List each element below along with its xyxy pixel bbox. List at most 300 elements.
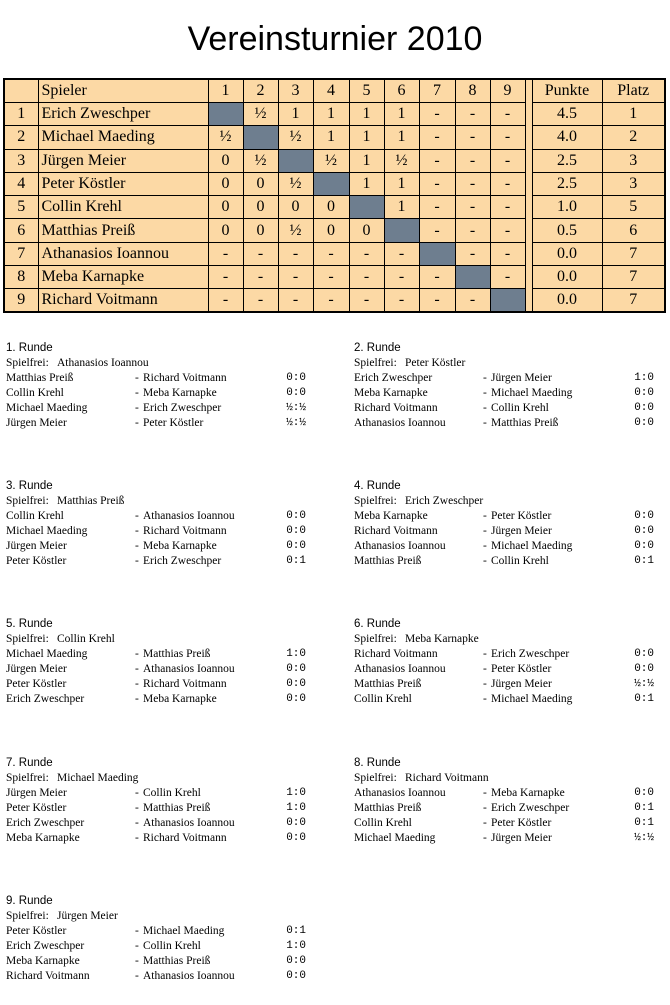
- white-player: Michael Maeding: [6, 525, 88, 537]
- result-cell: -: [384, 266, 419, 289]
- game-row: [354, 831, 654, 846]
- result-cell: -: [208, 242, 243, 265]
- round-block: [6, 341, 306, 431]
- game-result: 0:1: [634, 693, 654, 705]
- game-row: [6, 554, 306, 569]
- white-player: Athanasios Ioannou: [354, 663, 446, 675]
- column-gap: [525, 266, 532, 289]
- result-cell: 0: [243, 172, 278, 195]
- pairing-dash: -: [483, 525, 487, 537]
- bye-line: [6, 494, 306, 509]
- points-cell: 4.5: [532, 103, 602, 126]
- bye-line: [354, 494, 654, 509]
- white-player: Peter Köstler: [6, 925, 67, 937]
- result-cell: -: [490, 266, 525, 289]
- game-row: [354, 816, 654, 831]
- result-cell: -: [278, 289, 313, 313]
- game-result: 1:0: [286, 648, 306, 660]
- bye-player: Peter Köstler: [405, 357, 466, 369]
- result-cell: 1: [384, 196, 419, 219]
- bye-label: Spielfrei:: [354, 633, 397, 645]
- row-number: 4: [4, 172, 38, 195]
- result-cell: -: [455, 289, 490, 313]
- game-result: 0:0: [286, 970, 306, 982]
- result-cell: -: [455, 196, 490, 219]
- pairing-dash: -: [135, 678, 139, 690]
- game-result: 0:0: [286, 955, 306, 967]
- white-player: Collin Krehl: [354, 817, 412, 829]
- game-result: 0:0: [634, 510, 654, 522]
- black-player: Michael Maeding: [491, 387, 573, 399]
- white-player: Jürgen Meier: [6, 787, 67, 799]
- bye-line: [6, 771, 306, 786]
- black-player: Jürgen Meier: [491, 678, 552, 690]
- result-cell: -: [278, 242, 313, 265]
- black-player: Collin Krehl: [491, 402, 549, 414]
- round-title: 4. Runde: [354, 480, 401, 492]
- game-row: [354, 416, 654, 431]
- diagonal-cell: [243, 126, 278, 149]
- white-player: Jürgen Meier: [6, 417, 67, 429]
- round-block: [354, 617, 654, 707]
- result-cell: -: [349, 289, 384, 313]
- game-result: 0:0: [286, 525, 306, 537]
- column-gap: [525, 196, 532, 219]
- pairing-dash: -: [483, 387, 487, 399]
- pairing-dash: -: [483, 802, 487, 814]
- game-row: [6, 416, 306, 431]
- diagonal-cell: [208, 103, 243, 126]
- pairing-dash: -: [135, 417, 139, 429]
- result-cell: 1: [349, 172, 384, 195]
- white-player: Michael Maeding: [6, 648, 88, 660]
- white-player: Richard Voitmann: [354, 648, 438, 660]
- game-row: [354, 509, 654, 524]
- result-cell: -: [384, 242, 419, 265]
- row-number: 5: [4, 196, 38, 219]
- result-cell: -: [313, 289, 349, 313]
- result-cell: -: [419, 126, 455, 149]
- row-number: 2: [4, 126, 38, 149]
- header-round: 6: [384, 79, 419, 103]
- pairing-dash: -: [483, 678, 487, 690]
- bye-player: Athanasios Ioannou: [57, 357, 149, 369]
- black-player: Peter Köstler: [491, 510, 552, 522]
- result-cell: -: [419, 289, 455, 313]
- place-cell: 7: [602, 266, 665, 289]
- result-cell: -: [384, 289, 419, 313]
- result-cell: ½: [243, 149, 278, 172]
- game-result: 0:0: [286, 678, 306, 690]
- black-player: Jürgen Meier: [491, 372, 552, 384]
- crosstable-row: [4, 126, 665, 149]
- result-cell: -: [208, 289, 243, 313]
- column-gap: [525, 149, 532, 172]
- crosstable-row: [4, 219, 665, 242]
- white-player: Jürgen Meier: [6, 663, 67, 675]
- white-player: Athanasios Ioannou: [354, 417, 446, 429]
- pairing-dash: -: [483, 540, 487, 552]
- result-cell: 0: [208, 219, 243, 242]
- pairing-dash: -: [135, 832, 139, 844]
- result-cell: -: [278, 266, 313, 289]
- result-cell: 0: [243, 196, 278, 219]
- diagonal-cell: [349, 196, 384, 219]
- points-cell: 0.5: [532, 219, 602, 242]
- player-name: Jürgen Meier: [38, 149, 208, 172]
- pairing-dash: -: [483, 555, 487, 567]
- black-player: Matthias Preiß: [143, 955, 211, 967]
- result-cell: -: [490, 219, 525, 242]
- round-title: 5. Runde: [6, 618, 53, 630]
- round-block: [354, 479, 654, 569]
- column-gap: [525, 126, 532, 149]
- game-row: [354, 386, 654, 401]
- black-player: Michael Maeding: [491, 693, 573, 705]
- pairing-dash: -: [135, 817, 139, 829]
- row-number: 1: [4, 103, 38, 126]
- diagonal-cell: [455, 266, 490, 289]
- black-player: Athanasios Ioannou: [143, 817, 235, 829]
- crosstable-row: [4, 266, 665, 289]
- header-round: 7: [419, 79, 455, 103]
- pairing-dash: -: [483, 372, 487, 384]
- game-row: [6, 954, 306, 969]
- bye-player: Michael Maeding: [57, 772, 139, 784]
- result-cell: -: [419, 219, 455, 242]
- white-player: Collin Krehl: [6, 510, 64, 522]
- black-player: Jürgen Meier: [491, 525, 552, 537]
- result-cell: -: [243, 289, 278, 313]
- game-result: 0:1: [286, 555, 306, 567]
- white-player: Richard Voitmann: [6, 970, 90, 982]
- white-player: Meba Karnapke: [354, 510, 428, 522]
- game-result: 0:0: [286, 693, 306, 705]
- round-title: 7. Runde: [6, 757, 53, 769]
- pairing-dash: -: [135, 693, 139, 705]
- result-cell: -: [419, 103, 455, 126]
- header-num: [4, 79, 38, 103]
- bye-label: Spielfrei:: [6, 910, 49, 922]
- place-cell: 1: [602, 103, 665, 126]
- header-round: 9: [490, 79, 525, 103]
- result-cell: 0: [208, 149, 243, 172]
- header-player: Spieler: [38, 79, 208, 103]
- round-block: [354, 756, 654, 846]
- crosstable-row: [4, 149, 665, 172]
- row-number: 6: [4, 219, 38, 242]
- white-player: Matthias Preiß: [354, 802, 422, 814]
- result-cell: -: [490, 103, 525, 126]
- round-title: 6. Runde: [354, 618, 401, 630]
- result-cell: -: [243, 266, 278, 289]
- black-player: Collin Krehl: [143, 787, 201, 799]
- result-cell: -: [313, 242, 349, 265]
- round-block: [6, 894, 306, 984]
- game-row: [354, 371, 654, 386]
- game-result: 0:0: [286, 832, 306, 844]
- result-cell: 0: [313, 219, 349, 242]
- pairing-dash: -: [135, 940, 139, 952]
- black-player: Matthias Preiß: [491, 417, 559, 429]
- result-cell: -: [490, 196, 525, 219]
- bye-label: Spielfrei:: [6, 772, 49, 784]
- header-round: 5: [349, 79, 384, 103]
- game-result: 0:1: [634, 802, 654, 814]
- pairing-dash: -: [135, 540, 139, 552]
- game-row: [6, 831, 306, 846]
- game-row: [6, 524, 306, 539]
- black-player: Erich Zweschper: [491, 802, 570, 814]
- place-cell: 7: [602, 289, 665, 313]
- points-cell: 0.0: [532, 266, 602, 289]
- pairing-dash: -: [135, 648, 139, 660]
- game-result: 0:0: [634, 387, 654, 399]
- white-player: Erich Zweschper: [6, 817, 85, 829]
- white-player: Jürgen Meier: [6, 540, 67, 552]
- result-cell: 0: [349, 219, 384, 242]
- round-title: 8. Runde: [354, 757, 401, 769]
- place-cell: 3: [602, 172, 665, 195]
- result-cell: -: [455, 219, 490, 242]
- pairing-dash: -: [135, 787, 139, 799]
- header-place: Platz: [602, 79, 665, 103]
- game-result: 0:1: [634, 817, 654, 829]
- black-player: Peter Köstler: [491, 817, 552, 829]
- pairing-dash: -: [483, 663, 487, 675]
- game-row: [6, 816, 306, 831]
- black-player: Jürgen Meier: [491, 832, 552, 844]
- result-cell: -: [490, 172, 525, 195]
- result-cell: -: [419, 149, 455, 172]
- black-player: Erich Zweschper: [491, 648, 570, 660]
- white-player: Athanasios Ioannou: [354, 787, 446, 799]
- result-cell: 1: [278, 103, 313, 126]
- result-cell: 0: [243, 219, 278, 242]
- white-player: Meba Karnapke: [6, 955, 80, 967]
- black-player: Meba Karnapke: [491, 787, 565, 799]
- game-row: [6, 647, 306, 662]
- diagonal-cell: [313, 172, 349, 195]
- result-cell: ½: [278, 219, 313, 242]
- white-player: Meba Karnapke: [6, 832, 80, 844]
- crosstable-row: [4, 103, 665, 126]
- game-row: [6, 801, 306, 816]
- pairing-dash: -: [483, 402, 487, 414]
- bye-line: [6, 356, 306, 371]
- black-player: Richard Voitmann: [143, 678, 227, 690]
- bye-player: Matthias Preiß: [57, 495, 125, 507]
- black-player: Peter Köstler: [491, 663, 552, 675]
- result-cell: -: [490, 242, 525, 265]
- player-name: Athanasios Ioannou: [38, 242, 208, 265]
- black-player: Matthias Preiß: [143, 802, 211, 814]
- crosstable-row: [4, 289, 665, 313]
- result-cell: 1: [349, 103, 384, 126]
- pairing-dash: -: [483, 832, 487, 844]
- game-row: [354, 401, 654, 416]
- result-cell: 1: [384, 126, 419, 149]
- crosstable: [3, 78, 666, 313]
- round-block: [6, 756, 306, 846]
- game-row: [354, 677, 654, 692]
- bye-player: Richard Voitmann: [405, 772, 489, 784]
- row-number: 7: [4, 242, 38, 265]
- bye-line: [6, 909, 306, 924]
- game-row: [6, 662, 306, 677]
- black-player: Michael Maeding: [491, 540, 573, 552]
- points-cell: 0.0: [532, 242, 602, 265]
- place-cell: 5: [602, 196, 665, 219]
- game-result: 0:0: [634, 648, 654, 660]
- white-player: Peter Köstler: [6, 678, 67, 690]
- row-number: 9: [4, 289, 38, 313]
- game-row: [354, 662, 654, 677]
- result-cell: -: [349, 242, 384, 265]
- player-name: Michael Maeding: [38, 126, 208, 149]
- header-round: 1: [208, 79, 243, 103]
- player-name: Matthias Preiß: [38, 219, 208, 242]
- pairing-dash: -: [135, 802, 139, 814]
- round-title: 2. Runde: [354, 342, 401, 354]
- result-cell: -: [490, 149, 525, 172]
- result-cell: -: [455, 126, 490, 149]
- row-number: 8: [4, 266, 38, 289]
- round-title: 9. Runde: [6, 895, 53, 907]
- game-row: [354, 801, 654, 816]
- result-cell: -: [313, 266, 349, 289]
- header-round: 4: [313, 79, 349, 103]
- game-row: [6, 386, 306, 401]
- black-player: Athanasios Ioannou: [143, 663, 235, 675]
- game-result: 0:0: [634, 663, 654, 675]
- bye-label: Spielfrei:: [354, 357, 397, 369]
- pairing-dash: -: [135, 663, 139, 675]
- white-player: Matthias Preiß: [354, 678, 422, 690]
- game-row: [354, 524, 654, 539]
- column-gap: [525, 242, 532, 265]
- round-title: 3. Runde: [6, 480, 53, 492]
- game-result: 0:0: [634, 525, 654, 537]
- black-player: Peter Köstler: [143, 417, 204, 429]
- pairing-dash: -: [483, 693, 487, 705]
- header-round: 3: [278, 79, 313, 103]
- pairing-dash: -: [135, 402, 139, 414]
- place-cell: 6: [602, 219, 665, 242]
- game-row: [6, 786, 306, 801]
- white-player: Matthias Preiß: [6, 372, 74, 384]
- header-round: 8: [455, 79, 490, 103]
- white-player: Peter Köstler: [6, 555, 67, 567]
- game-row: [6, 939, 306, 954]
- pairing-dash: -: [483, 787, 487, 799]
- white-player: Matthias Preiß: [354, 555, 422, 567]
- result-cell: -: [419, 196, 455, 219]
- pairing-dash: -: [483, 648, 487, 660]
- result-cell: 0: [208, 196, 243, 219]
- result-cell: ½: [208, 126, 243, 149]
- game-result: ½:½: [634, 832, 654, 844]
- round-title: 1. Runde: [6, 342, 53, 354]
- game-result: 1:0: [286, 940, 306, 952]
- bye-line: [354, 356, 654, 371]
- pairing-dash: -: [135, 387, 139, 399]
- bye-label: Spielfrei:: [354, 495, 397, 507]
- column-gap: [525, 219, 532, 242]
- game-result: 0:0: [634, 402, 654, 414]
- game-result: 0:0: [286, 510, 306, 522]
- game-result: 0:0: [634, 417, 654, 429]
- bye-line: [354, 771, 654, 786]
- pairing-dash: -: [483, 510, 487, 522]
- crosstable-header-row: [4, 79, 665, 103]
- result-cell: 1: [349, 149, 384, 172]
- game-row: [354, 692, 654, 707]
- diagonal-cell: [419, 242, 455, 265]
- pairing-dash: -: [135, 555, 139, 567]
- white-player: Meba Karnapke: [354, 387, 428, 399]
- crosstable-row: [4, 196, 665, 219]
- game-row: [6, 401, 306, 416]
- result-cell: 1: [384, 172, 419, 195]
- game-result: 0:0: [634, 787, 654, 799]
- crosstable-row: [4, 242, 665, 265]
- game-row: [6, 924, 306, 939]
- white-player: Richard Voitmann: [354, 525, 438, 537]
- bye-label: Spielfrei:: [354, 772, 397, 784]
- black-player: Michael Maeding: [143, 925, 225, 937]
- row-number: 3: [4, 149, 38, 172]
- game-result: ½:½: [634, 678, 654, 690]
- game-result: 1:0: [634, 372, 654, 384]
- result-cell: -: [349, 266, 384, 289]
- white-player: Peter Köstler: [6, 802, 67, 814]
- game-row: [354, 647, 654, 662]
- white-player: Erich Zweschper: [6, 693, 85, 705]
- column-gap: [525, 79, 532, 103]
- pairing-dash: -: [483, 417, 487, 429]
- crosstable-row: [4, 172, 665, 195]
- game-result: 0:0: [286, 817, 306, 829]
- bye-label: Spielfrei:: [6, 357, 49, 369]
- result-cell: -: [419, 172, 455, 195]
- white-player: Michael Maeding: [6, 402, 88, 414]
- game-row: [6, 677, 306, 692]
- pairing-dash: -: [135, 525, 139, 537]
- player-name: Erich Zweschper: [38, 103, 208, 126]
- result-cell: -: [243, 242, 278, 265]
- pairing-dash: -: [483, 817, 487, 829]
- place-cell: 3: [602, 149, 665, 172]
- bye-line: [6, 632, 306, 647]
- points-cell: 2.5: [532, 149, 602, 172]
- result-cell: ½: [278, 126, 313, 149]
- result-cell: 0: [278, 196, 313, 219]
- column-gap: [525, 103, 532, 126]
- white-player: Erich Zweschper: [354, 372, 433, 384]
- white-player: Athanasios Ioannou: [354, 540, 446, 552]
- header-points: Punkte: [532, 79, 602, 103]
- result-cell: -: [455, 149, 490, 172]
- black-player: Meba Karnapke: [143, 540, 217, 552]
- header-round: 2: [243, 79, 278, 103]
- black-player: Erich Zweschper: [143, 555, 222, 567]
- bye-label: Spielfrei:: [6, 495, 49, 507]
- black-player: Athanasios Ioannou: [143, 510, 235, 522]
- result-cell: 1: [384, 103, 419, 126]
- game-result: 0:1: [286, 925, 306, 937]
- bye-player: Jürgen Meier: [57, 910, 118, 922]
